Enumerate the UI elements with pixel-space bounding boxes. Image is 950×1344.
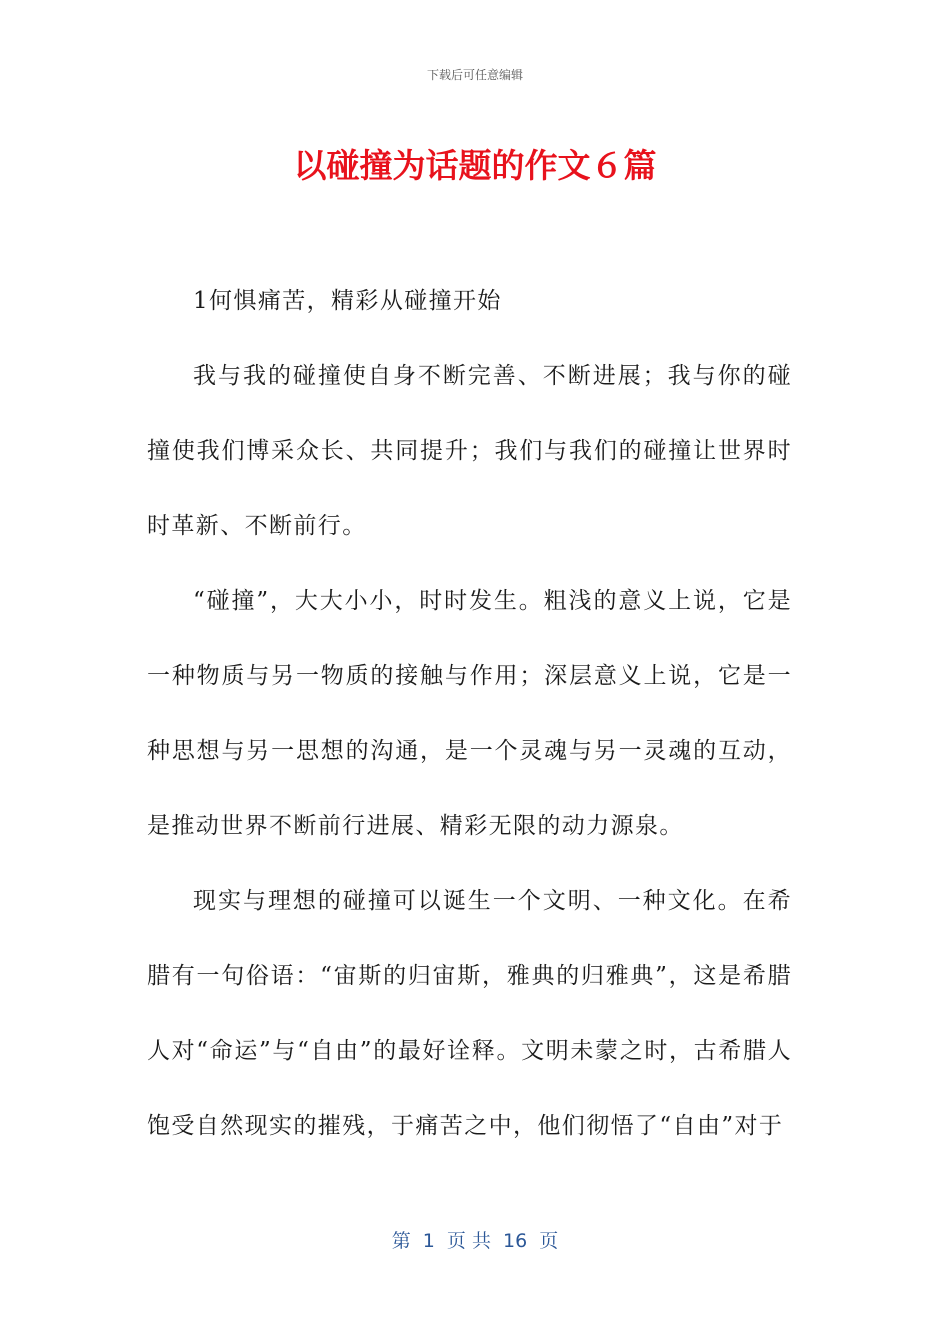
document-body: [147, 264, 792, 1164]
paragraph-heading: 1何惧痛苦，精彩从碰撞开始: [193, 288, 502, 314]
paragraph: 现实与理想的碰撞可以诞生一个文明、一种文化。在希腊有一句俗语：“宙斯的归宙斯，雅典的归雅典”，这是希腊人对“命运”与“自由”的最好诠释。文明未蒙之时，古希腊人饱受自然现实的摧残，于痛苦之中，他们彻悟了“自由”对于: [147, 888, 792, 1139]
paragraph: 我与我的碰撞使自身不断完善、不断进展；我与你的碰撞使我们博采众长、共同提升；我们与我们的碰撞让世界时时革新、不断前行。: [147, 363, 792, 539]
paragraph: “碰撞”，大大小小，时时发生。粗浅的意义上说，它是一种物质与另一物质的接触与作用；深层意义上说，它是一种思想与另一思想的沟通，是一个灵魂与另一灵魂的互动，是推动世界不断前行进展、精彩无限的动力源泉。: [147, 588, 792, 839]
page-number-footer: 第 1 页 共 16 页: [391, 1230, 559, 1252]
header-note: 下载后可任意编辑: [426, 68, 523, 82]
document-title: 以碰撞为话题的作文６篇: [293, 146, 657, 185]
